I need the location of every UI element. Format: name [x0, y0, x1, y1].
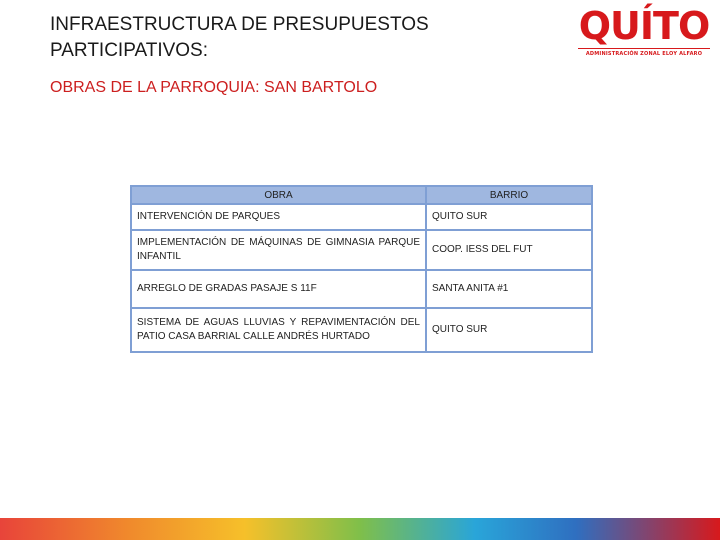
cell-obra: INTERVENCIÓN DE PARQUES: [131, 204, 426, 230]
page-title-line-1: INFRAESTRUCTURA DE PRESUPUESTOS: [50, 14, 429, 35]
logo-subtitle: ADMINISTRACIÓN ZONAL ELOY ALFARO: [585, 51, 703, 57]
page-title: [50, 12, 490, 64]
cell-barrio: SANTA ANITA #1: [426, 270, 592, 308]
page-title-line-2: PARTICIPATIVOS:: [50, 40, 209, 61]
cell-obra: IMPLEMENTACIÓN DE MÁQUINAS DE GIMNASIA PARQUE INFANTIL: [131, 230, 426, 270]
column-header-obra: OBRA: [131, 186, 426, 204]
decorative-color-bar: [0, 518, 720, 540]
table-row: [131, 204, 592, 230]
works-table: [130, 185, 593, 353]
cell-barrio: QUITO SUR: [426, 204, 592, 230]
logo-divider: [578, 48, 710, 49]
cell-barrio: COOP. IESS DEL FUT: [426, 230, 592, 270]
logo-wordmark: QUÍTO: [578, 4, 710, 48]
table-header-row: [131, 186, 592, 204]
quito-logo: [576, 4, 712, 60]
table-row: [131, 230, 592, 270]
cell-barrio: QUITO SUR: [426, 308, 592, 352]
table-row: [131, 308, 592, 352]
column-header-barrio: BARRIO: [426, 186, 592, 204]
cell-obra: ARREGLO DE GRADAS PASAJE S 11F: [131, 270, 426, 308]
table-row: [131, 270, 592, 308]
page-subtitle: OBRAS DE LA PARROQUIA: SAN BARTOLO: [50, 79, 378, 96]
cell-obra: SISTEMA DE AGUAS LLUVIAS Y REPAVIMENTACIÓN DEL PATIO CASA BARRIAL CALLE ANDRÉS HURTADO: [131, 308, 426, 352]
